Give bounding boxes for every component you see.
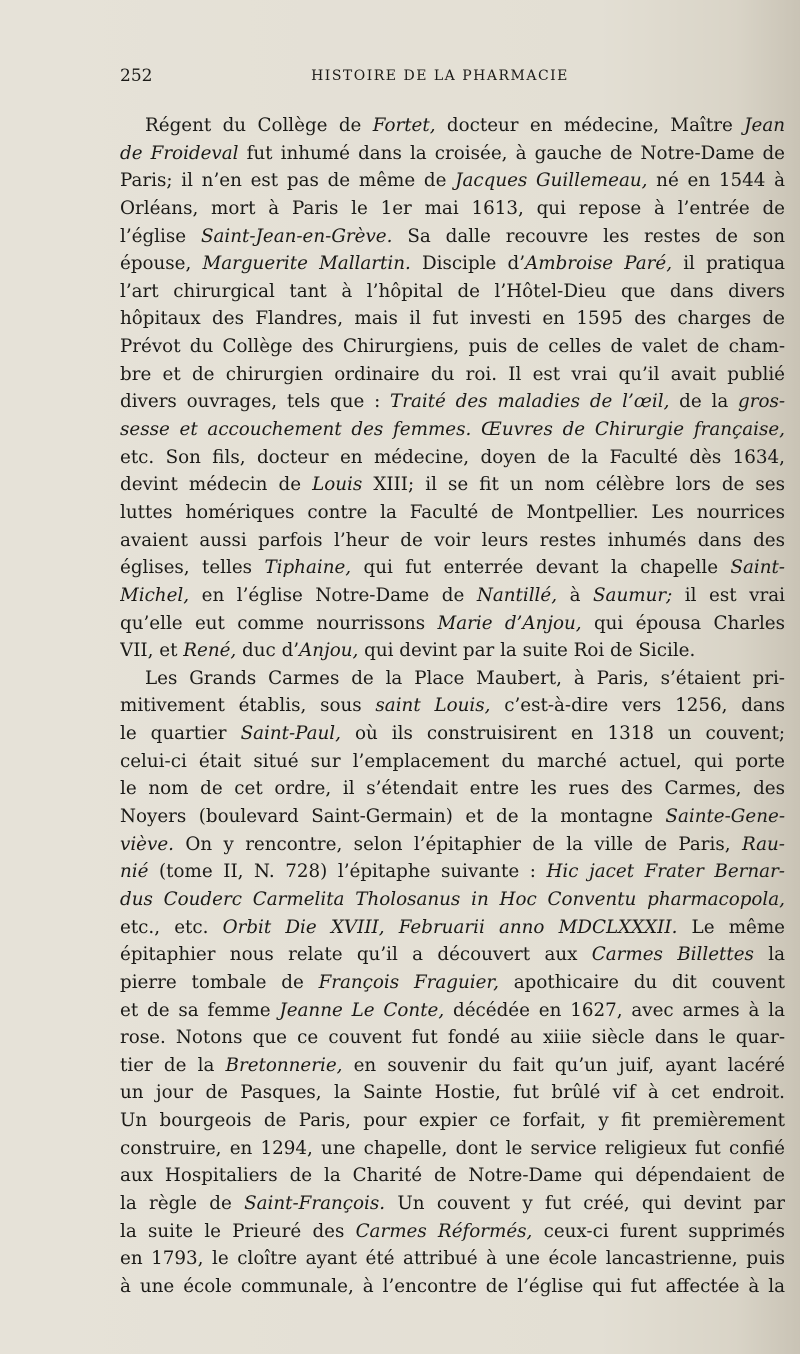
text-segment: en l’église Notre-Dame de	[189, 584, 477, 606]
italic-text: de Froideval	[120, 142, 239, 164]
text-segment: Le même	[677, 916, 785, 938]
text-line	[120, 858, 785, 886]
italic-text: Fortet,	[372, 115, 436, 136]
italic-text: Ambroise Paré,	[525, 253, 673, 275]
text-segment: Les Grands Carmes de la Place Maubert, à Paris, s’étaient pri-	[145, 667, 785, 689]
text-line	[120, 112, 785, 140]
text-line	[120, 1024, 785, 1052]
text-segment: qu’elle eut comme nourrissons	[120, 612, 438, 634]
text-line	[120, 831, 785, 859]
text-segment: VII, et	[120, 640, 184, 662]
italic-text: nié	[120, 861, 149, 883]
text-segment: etc., etc.	[120, 916, 223, 938]
text-line	[120, 1218, 785, 1246]
italic-text: Sainte-Gene-	[665, 806, 785, 828]
italic-text: Saint-Jean-en-Grève.	[200, 225, 393, 247]
text-line	[120, 886, 785, 914]
text-segment: épouse,	[120, 253, 203, 275]
text-segment: et de sa femme	[120, 999, 280, 1021]
text-segment: Paris; il n’en est pas de même de	[120, 170, 456, 192]
text-line	[120, 775, 785, 803]
text-line	[120, 140, 785, 168]
text-line	[120, 748, 785, 776]
text-line	[120, 278, 785, 306]
text-line	[120, 1162, 785, 1190]
text-segment: en 1793, le cloître ayant été attribué à une école lancastrienne, puis	[120, 1248, 785, 1270]
text-line	[120, 527, 785, 555]
text-segment: qui épousa Charles	[581, 612, 785, 634]
text-segment: Noyers (boulevard Saint-Germain) et de la montagne	[120, 806, 666, 828]
italic-text: Saint-	[730, 557, 785, 579]
text-line	[120, 444, 785, 472]
text-line	[120, 1135, 785, 1163]
text-segment: XIII; il se fit un nom célèbre lors de ses	[362, 474, 785, 496]
italic-text: dus Couderc Carmelita Tholosanus in Hoc Conventu pharmacopola,	[120, 888, 785, 910]
text-line	[120, 637, 785, 665]
text-line	[120, 223, 785, 251]
italic-text: Hic jacet Frater Bernar-	[546, 861, 785, 883]
text-segment: épitaphier nous relate qu’il a découvert aux	[120, 944, 592, 966]
text-segment: c’est-à-dire vers 1256, dans	[490, 695, 785, 717]
text-segment: etc. Son fils, docteur en médecine, doyen de la Faculté dès 1634,	[120, 446, 785, 468]
text-line	[120, 1245, 785, 1273]
text-segment: hôpitaux des Flandres, mais il fut investi en 1595 des charges de	[120, 308, 785, 330]
text-segment: docteur en médecine, Maître	[435, 115, 745, 136]
text-segment: apothicaire du dit couvent	[498, 971, 785, 993]
text-line	[120, 1052, 785, 1080]
text-segment: On y rencontre, selon l’épitaphier de la ville de Paris,	[173, 833, 742, 855]
italic-text: Carmes Réformés,	[355, 1220, 533, 1242]
text-line	[120, 1190, 785, 1218]
text-segment: en souvenir du fait qu’un juif, ayant lacéré	[342, 1054, 785, 1076]
text-segment: celui-ci était situé sur l’emplacement du marché actuel, qui porte	[120, 750, 785, 772]
italic-text: Orbit Die XVIII, Februarii anno MDCLXXXII.	[222, 916, 678, 938]
text-segment: à	[557, 584, 594, 606]
italic-text: Jacques Guillemeau,	[455, 170, 648, 192]
text-line	[120, 610, 785, 638]
text-line	[120, 1079, 785, 1107]
text-line	[120, 250, 785, 278]
italic-text: Saumur;	[593, 584, 673, 606]
text-line	[120, 416, 785, 444]
text-line	[120, 167, 785, 195]
text-segment: Un bourgeois de Paris, pour expier ce forfait, y fit premièrement	[120, 1110, 785, 1132]
text-segment: à une école communale, à l’encontre de l’église qui fut affectée à la	[120, 1275, 785, 1297]
text-segment: luttes homériques contre la Faculté de Montpellier. Les nourrices	[120, 501, 785, 523]
text-segment: décédée en 1627, avec armes à la	[444, 999, 785, 1021]
italic-text: René,	[183, 640, 237, 662]
italic-text: Tiphaine,	[264, 557, 352, 579]
text-segment: le quartier	[120, 723, 241, 745]
text-segment: (tome II, N. 728) l’épitaphe suivante :	[148, 861, 547, 883]
text-segment: la	[753, 944, 785, 966]
italic-text: Jean	[744, 115, 785, 136]
italic-text: sesse et accouchement des femmes. Œuvres de Chirurgie française,	[120, 419, 785, 441]
text-line	[120, 803, 785, 831]
text-segment: il est vrai	[672, 584, 785, 606]
italic-text: Bretonnerie,	[225, 1054, 343, 1076]
text-segment: Sa dalle recouvre les restes de son	[392, 225, 785, 247]
page-header	[120, 66, 760, 96]
text-segment: où ils construisirent en 1318 un couvent;	[340, 723, 785, 745]
text-segment: tier de la	[120, 1054, 226, 1076]
italic-text: Saint-François.	[244, 1192, 386, 1214]
text-segment: de la	[669, 391, 738, 413]
text-segment: le nom de cet ordre, il s’étendait entre les rues des Carmes, des	[120, 778, 785, 800]
text-segment: la suite le Prieuré des	[120, 1220, 356, 1242]
text-segment: l’église	[120, 225, 201, 247]
italic-text: Rau-	[741, 833, 785, 855]
text-segment: devint médecin de	[120, 474, 313, 496]
text-line	[120, 499, 785, 527]
italic-text: Marie d’Anjou,	[437, 612, 582, 634]
text-segment: qui devint par la suite Roi de Sicile.	[358, 640, 696, 662]
text-segment: aux Hospitaliers de la Charité de Notre-Dame qui dépendaient de	[120, 1165, 785, 1187]
text-segment: Un couvent y fut créé, qui devint par	[385, 1192, 785, 1214]
text-segment: construire, en 1294, une chapelle, dont le service religieux fut confié	[120, 1137, 785, 1159]
text-segment: qui fut enterrée devant la chapelle	[351, 557, 731, 579]
italic-text: Michel,	[120, 584, 190, 606]
text-line	[120, 361, 785, 389]
italic-text: gros-	[738, 391, 785, 413]
text-segment: pierre tombale de	[120, 971, 319, 993]
text-line	[120, 471, 785, 499]
text-line	[120, 1273, 785, 1301]
italic-text: Nantillé,	[476, 584, 558, 606]
italic-text: Louis	[312, 474, 363, 496]
text-segment: rose. Notons que ce couvent fut fondé au xiiie siècle dans le quar-	[120, 1027, 785, 1049]
text-segment: Disciple d’	[410, 253, 526, 275]
text-segment: un jour de Pasques, la Sainte Hostie, fut brûlé vif à cet endroit.	[120, 1082, 785, 1104]
text-segment: fut inhumé dans la croisée, à gauche de Notre-Dame de	[238, 142, 785, 164]
text-line	[120, 333, 785, 361]
text-segment: avaient aussi parfois l’heur de voir leurs restes inhumés dans des	[120, 529, 785, 551]
body-text	[120, 112, 785, 1301]
text-segment: la règle de	[120, 1192, 245, 1214]
text-segment: né en 1544 à	[647, 170, 785, 192]
running-title: HISTOIRE DE LA PHARMACIE	[311, 68, 569, 84]
text-segment: il pratiqua	[672, 253, 785, 275]
text-line	[120, 720, 785, 748]
italic-text: viève.	[120, 833, 174, 855]
italic-text: Anjou,	[299, 640, 359, 662]
italic-text: Saint-Paul,	[240, 723, 341, 745]
italic-text: Marguerite Mallartin.	[202, 253, 411, 275]
text-segment: églises, telles	[120, 557, 265, 579]
text-line	[120, 195, 785, 223]
text-line	[120, 582, 785, 610]
text-line	[120, 388, 785, 416]
italic-text: saint Louis,	[375, 695, 491, 717]
text-line	[120, 914, 785, 942]
text-segment: divers ouvrages, tels que :	[120, 391, 391, 413]
text-segment: duc d’	[236, 640, 300, 662]
text-line	[120, 692, 785, 720]
italic-text: Jeanne Le Conte,	[279, 999, 445, 1021]
text-segment: l’art chirurgical tant à l’hôpital de l’Hôtel-Dieu que dans divers	[120, 280, 785, 302]
text-line	[120, 665, 785, 693]
text-segment: Régent du Collège de	[145, 115, 373, 136]
page-number: 252	[120, 66, 153, 86]
italic-text: Traité des maladies de l’œil,	[390, 391, 670, 413]
text-segment: Prévot du Collège des Chirurgiens, puis de celles de valet de cham-	[120, 336, 785, 358]
text-line	[120, 941, 785, 969]
text-segment: Orléans, mort à Paris le 1er mai 1613, qui repose à l’entrée de	[120, 197, 785, 219]
text-segment: ceux-ci furent supprimés	[532, 1220, 785, 1242]
text-segment: bre et de chirurgien ordinaire du roi. Il est vrai qu’il avait publié	[120, 363, 785, 385]
text-line	[120, 997, 785, 1025]
text-line	[120, 969, 785, 997]
text-line	[120, 1107, 785, 1135]
text-line	[120, 305, 785, 333]
italic-text: François Fraguier,	[318, 971, 499, 993]
text-segment: mitivement établis, sous	[120, 695, 376, 717]
text-line	[120, 554, 785, 582]
italic-text: Carmes Billettes	[591, 944, 754, 966]
